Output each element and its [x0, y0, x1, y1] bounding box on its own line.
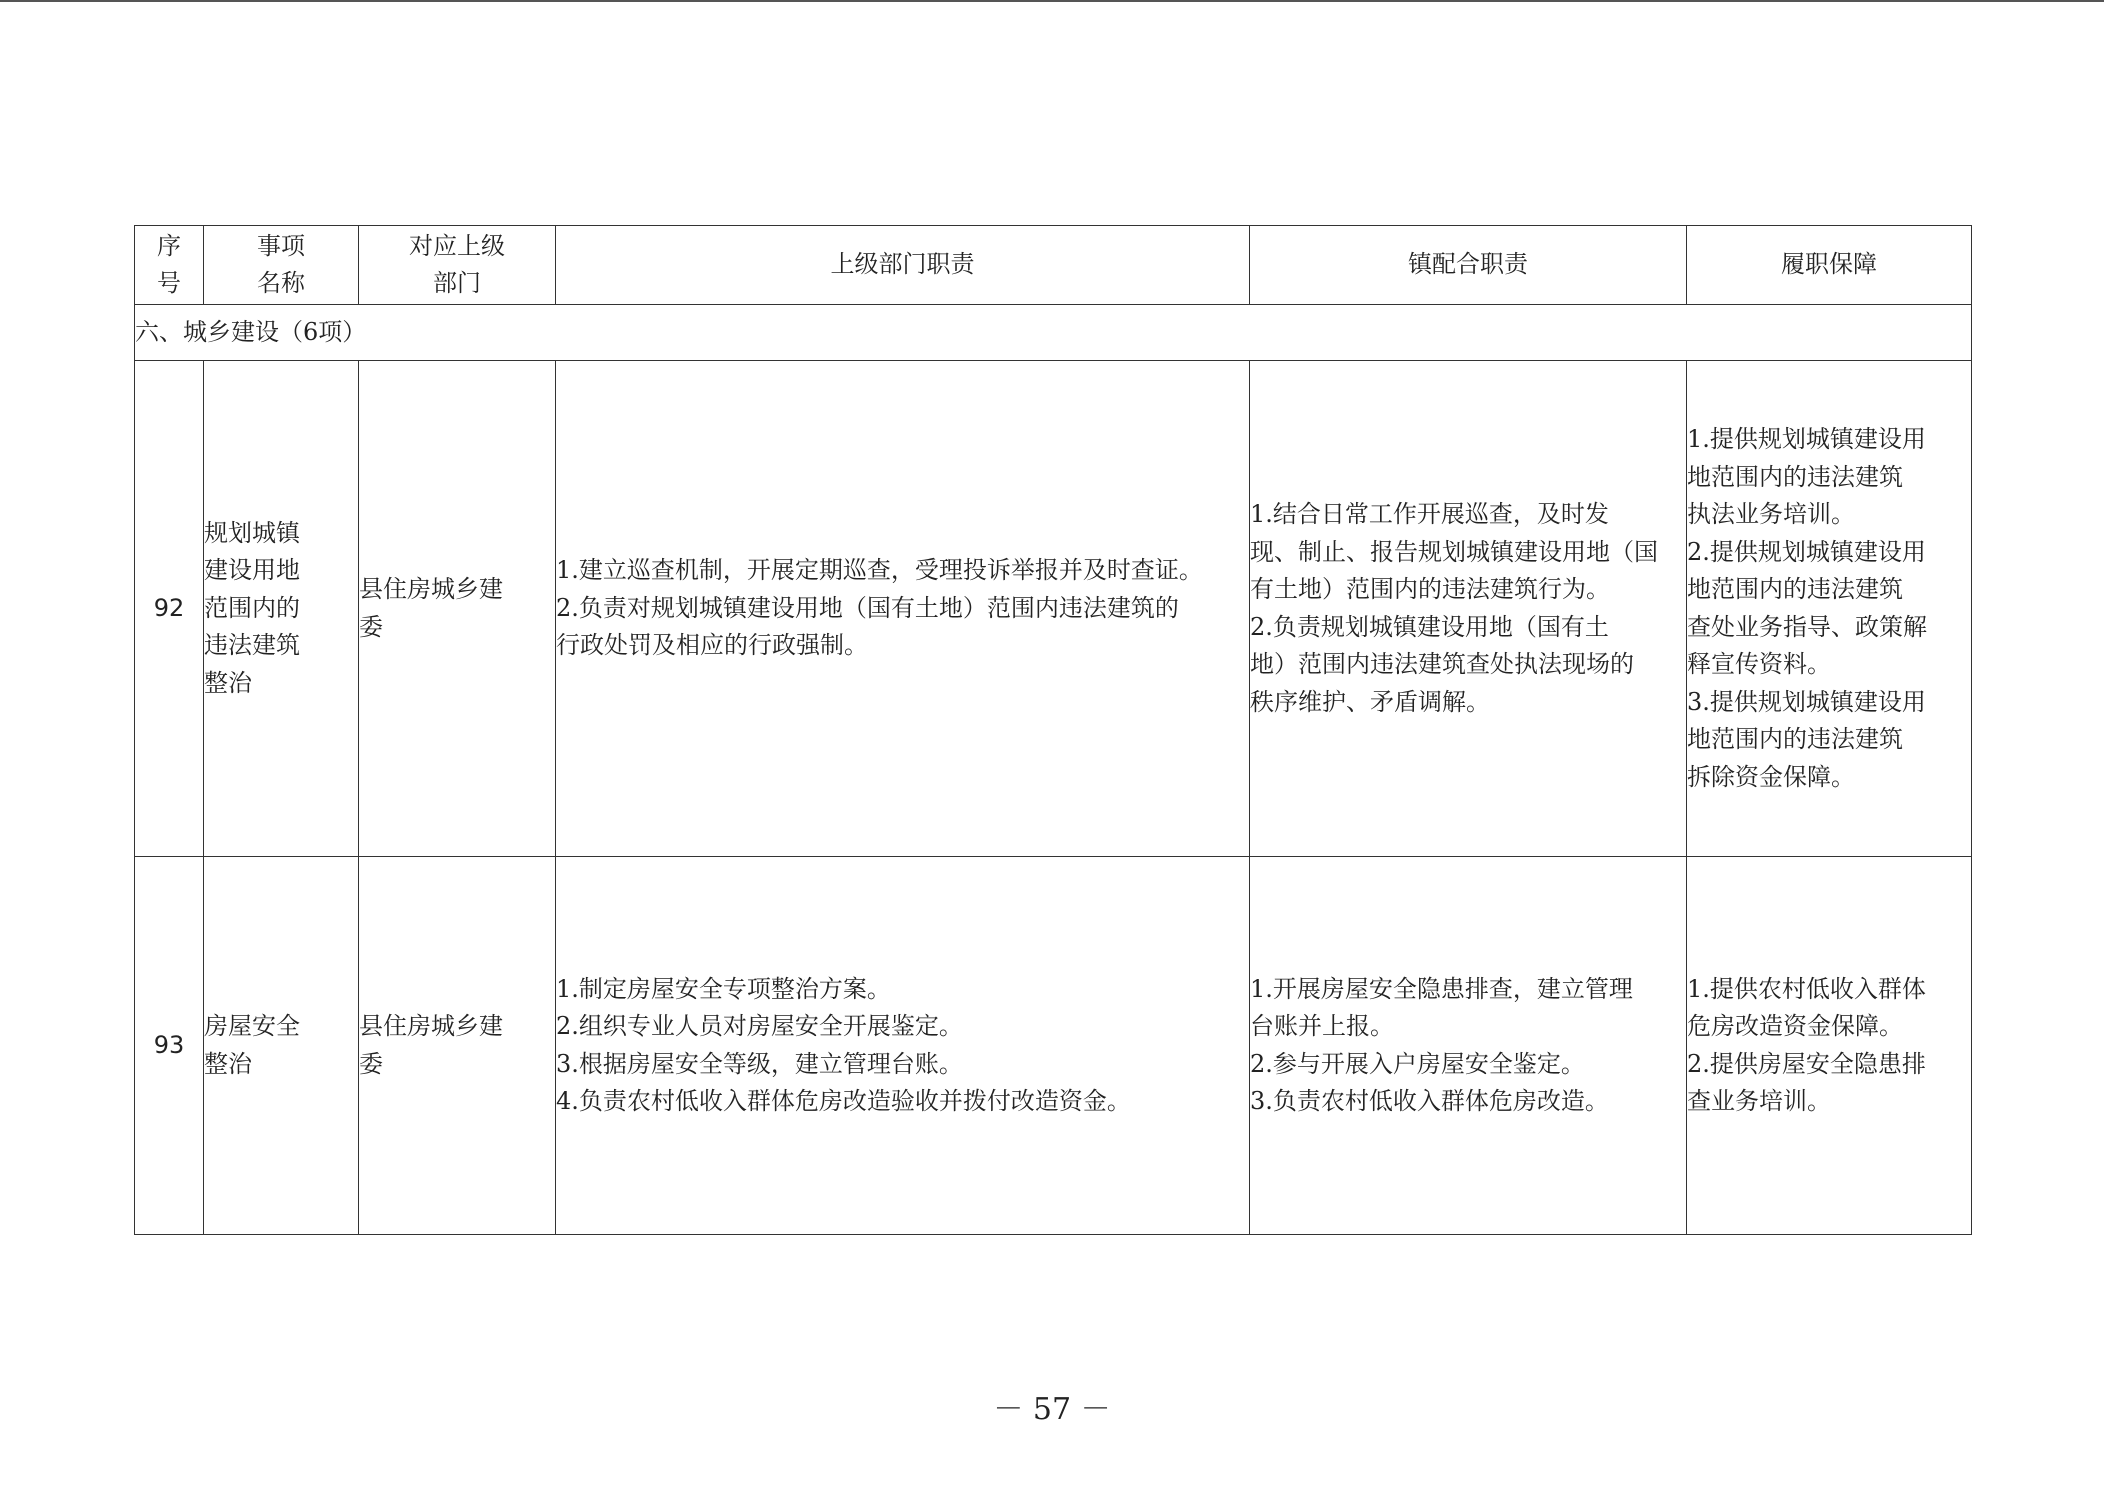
header-town-duty: 镇配合职责	[1250, 226, 1687, 305]
section-row	[135, 305, 1972, 361]
row-seq: 93	[135, 857, 204, 1235]
row-town-duty: 1.结合日常工作开展巡查，及时发 现、制止、报告规划城镇建设用地（国 有土地）范围内的违法建筑行为。 2.负责规划城镇建设用地（国有土 地）范围内违法建筑查处执法现场的 秩序维护、矛盾调解。	[1250, 361, 1687, 857]
row-item-name: 规划城镇 建设用地 范围内的 违法建筑 整治	[204, 361, 359, 857]
row-guarantee: 1.提供农村低收入群体 危房改造资金保障。 2.提供房屋安全隐患排 查业务培训。	[1687, 857, 1972, 1235]
page-number: － 57 －	[993, 1392, 1111, 1427]
header-guarantee: 履职保障	[1687, 226, 1972, 305]
row-seq: 92	[135, 361, 204, 857]
row-town-duty: 1.开展房屋安全隐患排查，建立管理 台账并上报。 2.参与开展入户房屋安全鉴定。 3.负责农村低收入群体危房改造。	[1250, 857, 1687, 1235]
header-upper-duty: 上级部门职责	[556, 226, 1250, 305]
header-row	[135, 226, 1972, 305]
row-item-name: 房屋安全 整治	[204, 857, 359, 1235]
row-upper-duty: 1.制定房屋安全专项整治方案。 2.组织专业人员对房屋安全开展鉴定。 3.根据房屋安全等级，建立管理台账。 4.负责农村低收入群体危房改造验收并拨付改造资金。	[556, 857, 1250, 1235]
row-dept: 县住房城乡建 委	[359, 361, 556, 857]
header-item-name: 事项 名称	[204, 226, 359, 305]
header-seq: 序 号	[135, 226, 204, 305]
table-row	[135, 361, 1972, 857]
section-title: 六、城乡建设（6项）	[135, 305, 1972, 361]
duty-table	[134, 225, 1972, 1235]
table-row	[135, 857, 1972, 1235]
top-border-line	[0, 0, 2104, 2]
row-upper-duty: 1.建立巡查机制，开展定期巡查，受理投诉举报并及时查证。 2.负责对规划城镇建设用地（国有土地）范围内违法建筑的 行政处罚及相应的行政强制。	[556, 361, 1250, 857]
header-upper-dept: 对应上级 部门	[359, 226, 556, 305]
row-guarantee: 1.提供规划城镇建设用 地范围内的违法建筑 执法业务培训。 2.提供规划城镇建设用 地范围内的违法建筑 查处业务指导、政策解 释宣传资料。 3.提供规划城镇建设用 地范围内的违法建筑 拆除资金保障。	[1687, 361, 1972, 857]
row-dept: 县住房城乡建 委	[359, 857, 556, 1235]
